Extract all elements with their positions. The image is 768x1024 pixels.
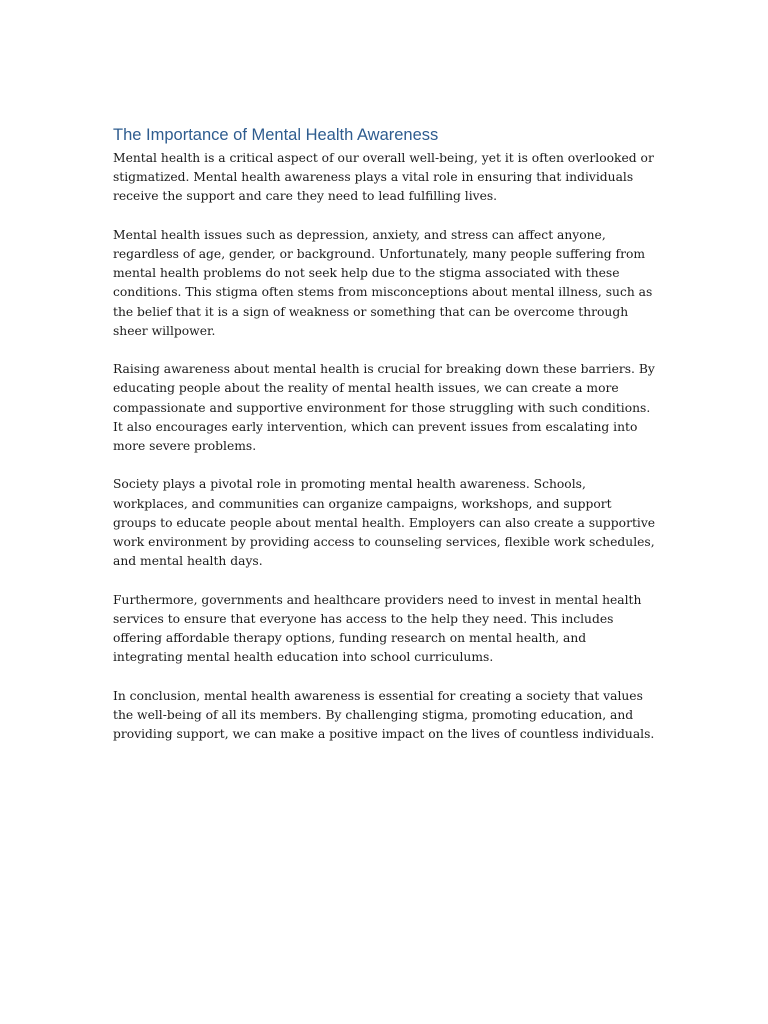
paragraph-5: Furthermore, governments and healthcare providers need to invest in mental health services to ensure that everyone has access to the help they need. This includes offering affordable therapy options, funding research on mental health, and integrating mental health education into school curriculums. (113, 592, 642, 665)
paragraph-4: Society plays a pivotal role in promoting mental health awareness. Schools, workplaces, and communities can organize campaigns, workshops, and support groups to educate people about mental health. Employers can also create a supportive work environment by providing access to counseling services, flexible work schedules, and mental health days. (113, 477, 656, 569)
document-title: The Importance of Mental Health Awareness (113, 126, 439, 144)
paragraph-1: Mental health is a critical aspect of our overall well-being, yet it is often overlooked or stigmatized. Mental health awareness plays a vital role in ensuring that individuals receive the support and care they need to lead fulfilling lives. (113, 151, 654, 204)
paragraph-6: In conclusion, mental health awareness is essential for creating a society that values the well-being of all its members. By challenging stigma, promoting education, and providing support, we can make a positive impact on the lives of countless individuals. (113, 688, 655, 742)
paragraph-2: Mental health issues such as depression, anxiety, and stress can affect anyone, regardless of age, gender, or background. Unfortunately, many people suffering from mental health problems do not seek help due to the stigma associated with these conditions. This stigma often stems from misconceptions about mental illness, such as the belief that it is a sign of weakness or something that can be overcome through sheer willpower. (113, 227, 653, 338)
paragraph-3: Raising awareness about mental health is crucial for breaking down these barriers. By educating people about the reality of mental health issues, we can create a more compassionate and supportive environment for those struggling with such conditions. It also encourages early intervention, which can prevent issues from escalating into more severe problems. (113, 362, 655, 454)
document-page (113, 124, 658, 763)
